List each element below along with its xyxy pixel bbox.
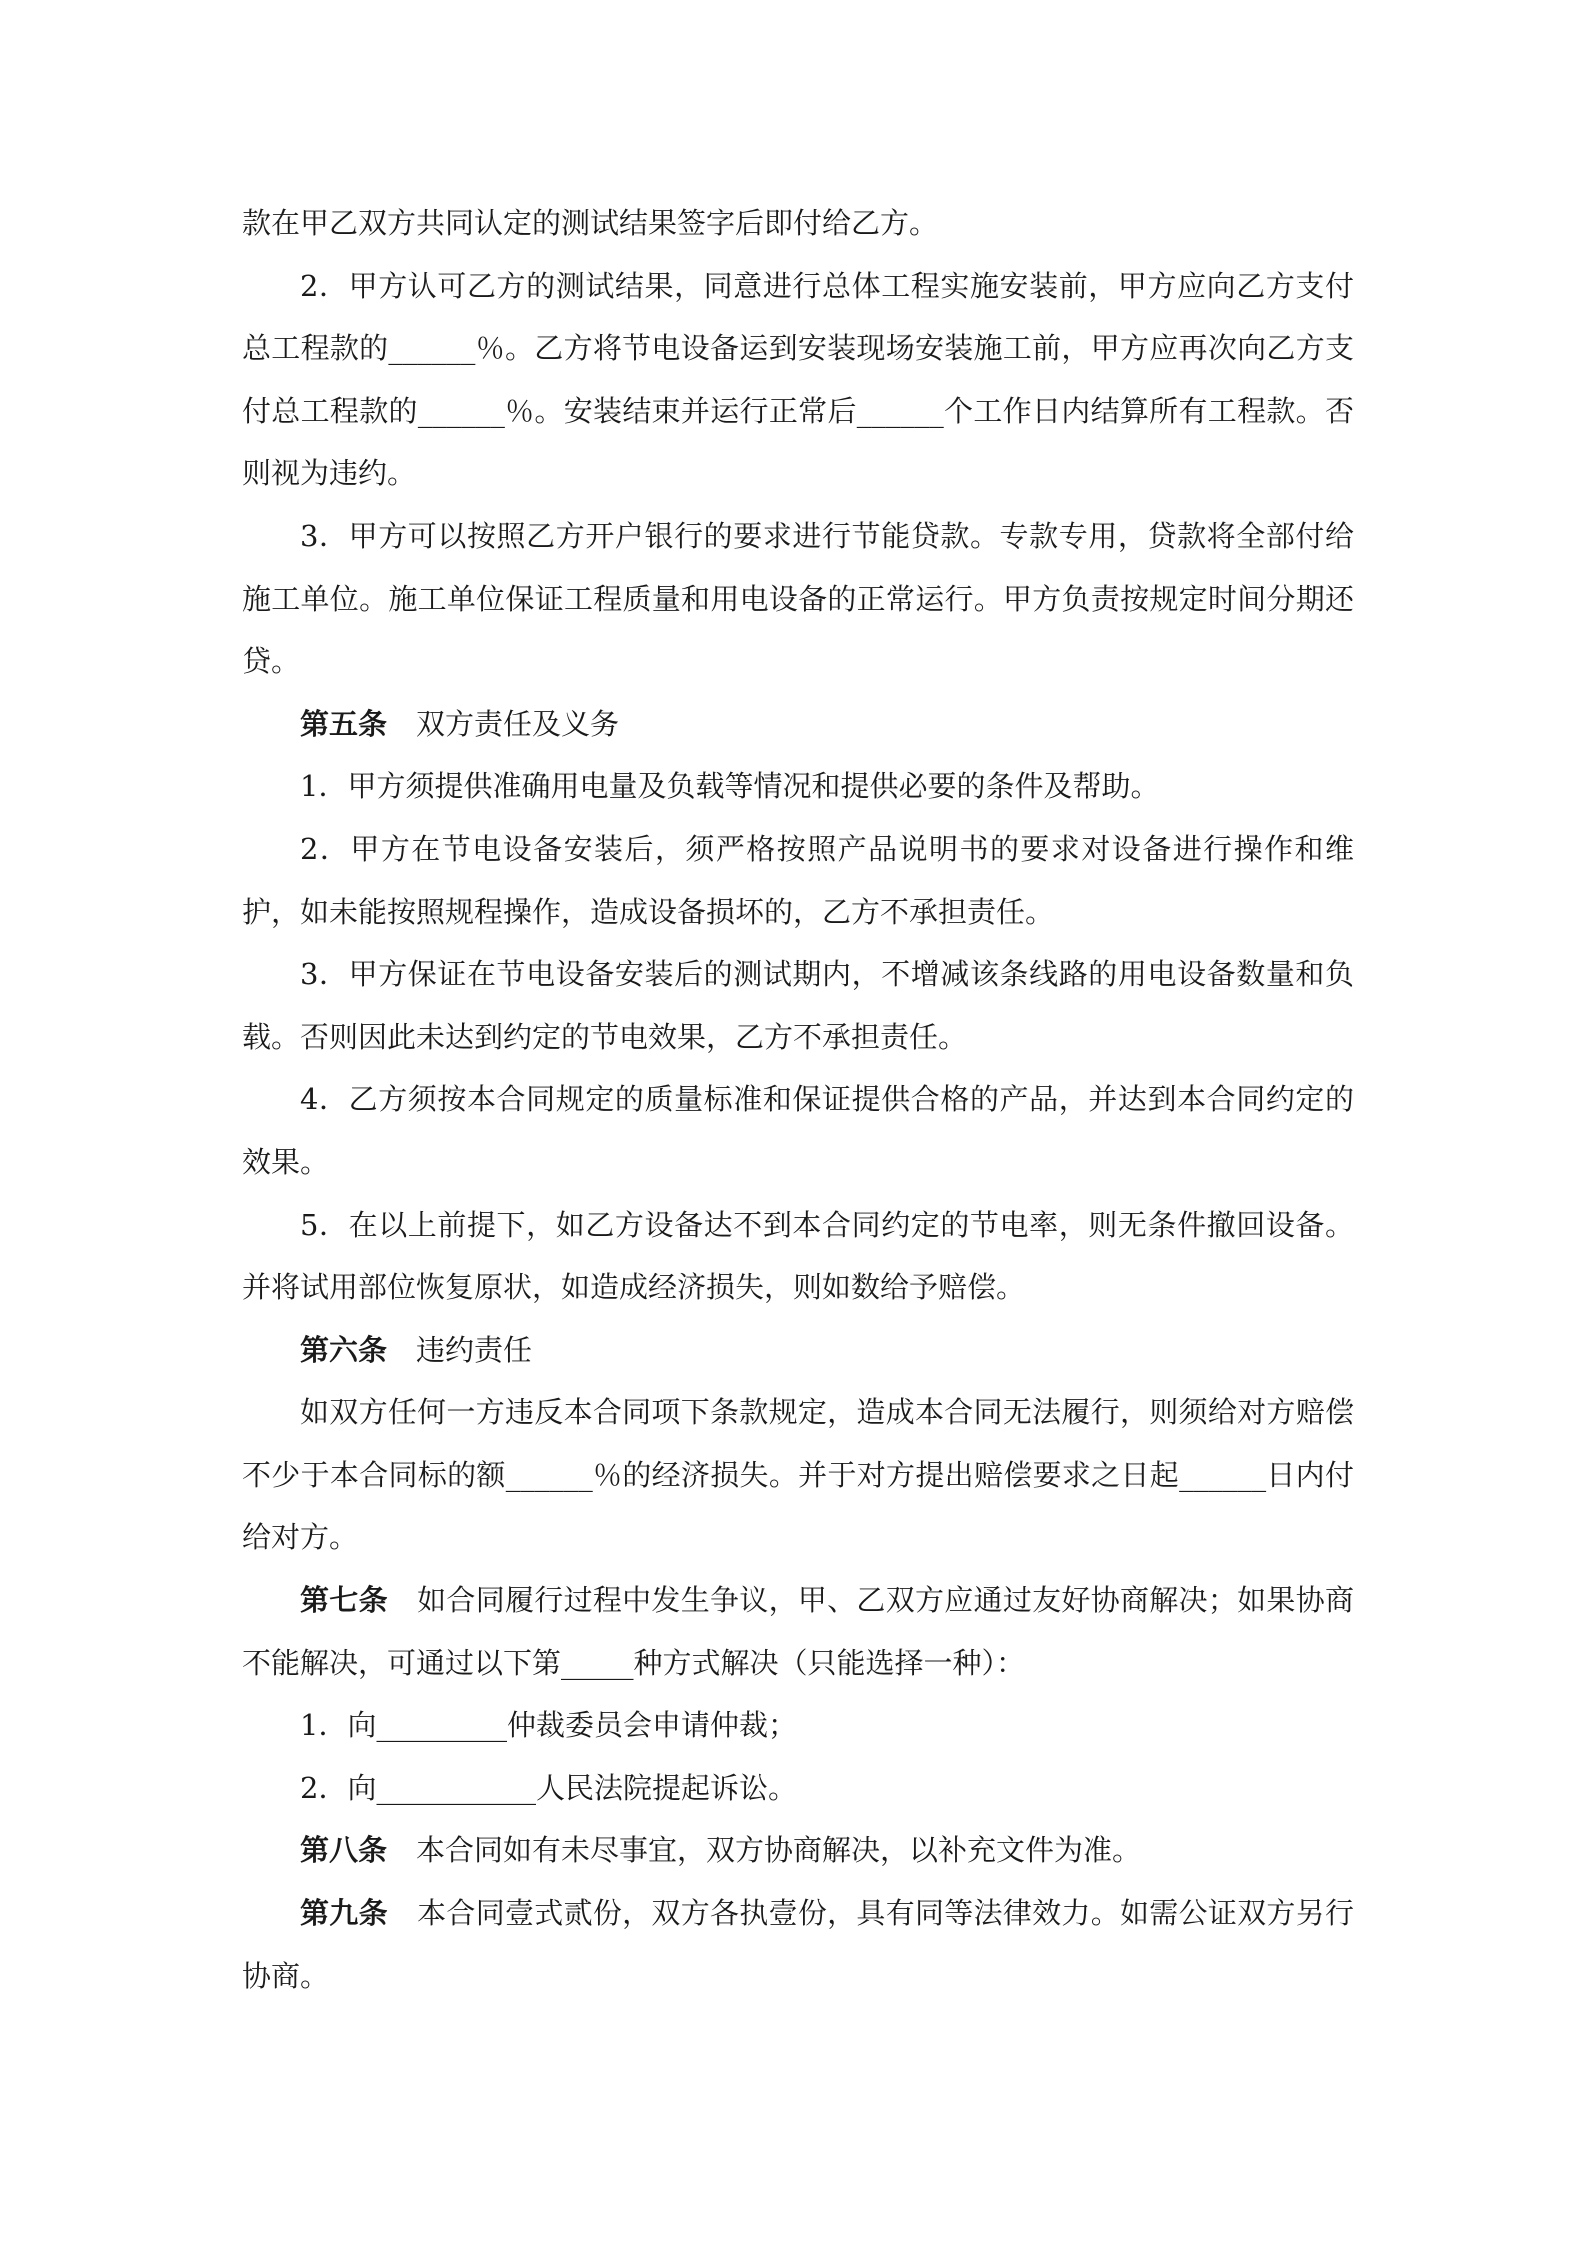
paragraph-duty-3 — [242, 943, 1354, 1068]
paragraph-text: 款在甲乙双方共同认定的测试结果签字后即付给乙方。 — [242, 206, 939, 240]
paragraph-duty-1 — [242, 755, 1354, 818]
paragraph-duty-5 — [242, 1194, 1354, 1319]
paragraph-payment-clause-2 — [242, 255, 1354, 505]
paragraph-payment-continuation — [242, 192, 1354, 255]
paragraph-duty-2 — [242, 818, 1354, 943]
article-number: 第五条 — [300, 706, 388, 741]
article-8 — [242, 1819, 1354, 1882]
paragraph-text: 2．甲方认可乙方的测试结果，同意进行总体工程实施安装前，甲方应向乙方支付总工程款的______％。乙方将节电设备运到安装现场安装施工前，甲方应再次向乙方支付总工程款的______％。安装结束并运行正常后______个工作日内结算所有工程款。否则视为违约。 — [242, 268, 1354, 491]
article-text: 本合同壹式贰份，双方各执壹份，具有同等法律效力。如需公证双方另行协商。 — [242, 1896, 1354, 1993]
article-number: 第八条 — [300, 1833, 388, 1868]
article-number: 第七条 — [300, 1583, 388, 1618]
paragraph-text: 3．甲方保证在节电设备安装后的测试期内，不增减该条线路的用电设备数量和负载。否则因此未达到约定的节电效果，乙方不承担责任。 — [242, 957, 1354, 1054]
paragraph-text: 1．甲方须提供准确用电量及负载等情况和提供必要的条件及帮助。 — [300, 769, 1160, 804]
paragraph-payment-clause-3 — [242, 505, 1354, 693]
article-number: 第六条 — [300, 1332, 388, 1367]
paragraph-text: 2．甲方在节电设备安装后，须严格按照产品说明书的要求对设备进行操作和维护，如未能按照规程操作，造成设备损坏的，乙方不承担责任。 — [242, 831, 1354, 929]
article-6-heading — [242, 1319, 1354, 1382]
paragraph-arbitration-option — [242, 1694, 1354, 1757]
article-text: 本合同如有未尽事宜，双方协商解决，以补充文件为准。 — [416, 1833, 1142, 1868]
article-number: 第九条 — [300, 1896, 388, 1931]
paragraph-breach-liability — [242, 1381, 1354, 1569]
paragraph-duty-4 — [242, 1068, 1354, 1193]
paragraph-text: 2．向___________人民法院提起诉讼。 — [300, 1770, 797, 1805]
paragraph-text: 5．在以上前提下，如乙方设备达不到本合同约定的节电率，则无条件撤回设备。并将试用部位恢复原状，如造成经济损失，则如数给予赔偿。 — [242, 1207, 1354, 1305]
paragraph-litigation-option — [242, 1757, 1354, 1820]
paragraph-text: 4．乙方须按本合同规定的质量标准和保证提供合格的产品，并达到本合同约定的效果。 — [242, 1082, 1354, 1179]
article-title: 违约责任 — [416, 1332, 533, 1367]
contract-body — [242, 192, 1354, 2007]
article-9 — [242, 1882, 1354, 2007]
article-title: 双方责任及义务 — [416, 706, 620, 741]
paragraph-text: 如双方任何一方违反本合同项下条款规定，造成本合同无法履行，则须给对方赔偿不少于本合同标的额______％的经济损失。并于对方提出赔偿要求之日起______日内付给对方。 — [242, 1395, 1354, 1555]
paragraph-text: 3．甲方可以按照乙方开户银行的要求进行节能贷款。专款专用，贷款将全部付给施工单位。施工单位保证工程质量和用电设备的正常运行。甲方负责按规定时间分期还贷。 — [242, 518, 1354, 679]
paragraph-text: 1．向_________仲裁委员会申请仲裁； — [300, 1708, 797, 1743]
article-text: 如合同履行过程中发生争议，甲、乙双方应通过友好协商解决；如果协商不能解决，可通过以下第_____种方式解决（只能选择一种）： — [242, 1583, 1354, 1680]
article-7-dispute — [242, 1569, 1354, 1694]
article-5-heading — [242, 693, 1354, 756]
